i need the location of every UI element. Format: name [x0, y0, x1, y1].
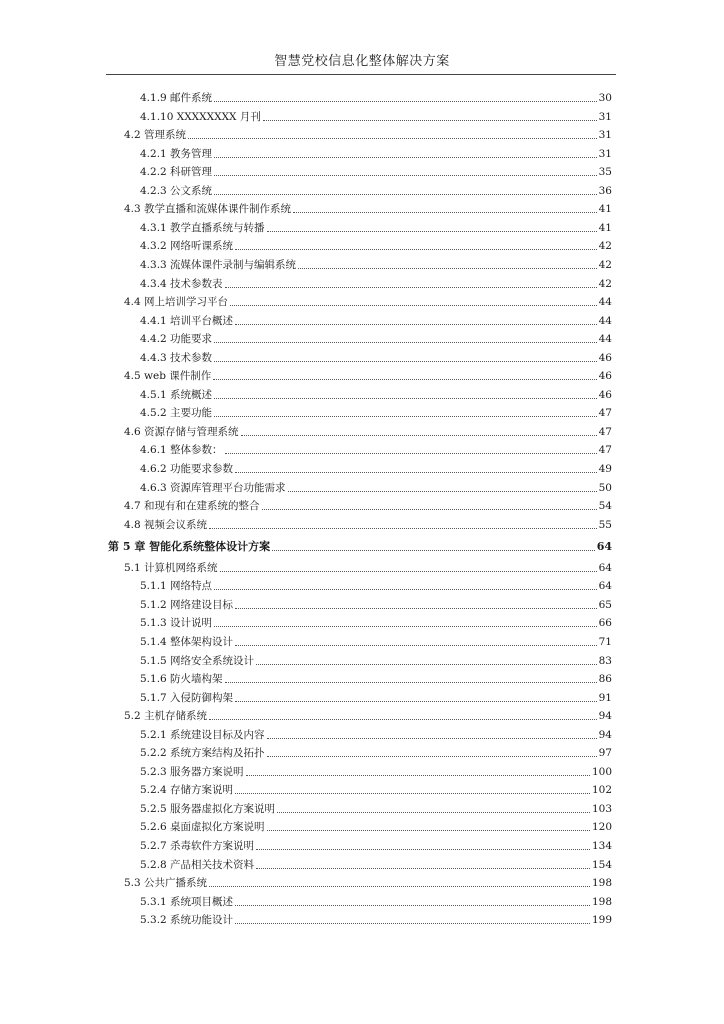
toc-entry[interactable]: [0, 421, 724, 439]
toc-entry[interactable]: [0, 310, 724, 328]
toc-entry[interactable]: [0, 477, 724, 495]
toc-entry[interactable]: [0, 705, 724, 723]
toc-page-number: 42: [598, 277, 612, 290]
toc-dot-leader: [214, 589, 597, 590]
toc-entry[interactable]: [0, 106, 724, 124]
toc-entry-title: 4.5 web 课件制作: [124, 370, 212, 383]
toc-page-number: 47: [598, 425, 612, 438]
toc-entry[interactable]: [0, 514, 724, 532]
toc-dot-leader: [235, 249, 597, 250]
toc-dot-leader: [262, 509, 597, 510]
toc-page-number: 64: [598, 561, 612, 574]
toc-entry-title: 4.1.9 邮件系统: [140, 92, 213, 104]
toc-dot-leader: [209, 719, 597, 720]
toc-entry-title: 4.6 资源存储与管理系统: [124, 425, 239, 438]
toc-dot-leader: [214, 194, 597, 195]
toc-page-number: 71: [598, 635, 612, 648]
toc-entry-title: 5.2.1 系统建设目标及内容: [140, 728, 265, 741]
toc-dot-leader: [235, 793, 590, 794]
toc-entry[interactable]: [0, 254, 724, 272]
toc-entry[interactable]: [0, 742, 724, 760]
toc-entry-title: 5.1.6 防火墙构架: [140, 673, 223, 686]
toc-dot-leader: [235, 608, 597, 609]
toc-entry[interactable]: [0, 594, 724, 612]
toc-entry[interactable]: [0, 835, 724, 853]
toc-page-number: 47: [598, 407, 612, 420]
toc-dot-leader: [214, 175, 597, 176]
toc-entry-title: 5.1.7 入侵防御构架: [140, 691, 234, 704]
toc-dot-leader: [267, 738, 597, 739]
toc-page-number: 36: [598, 184, 612, 197]
toc-entry-title: 5.1.4 整体架构设计: [140, 635, 234, 648]
toc-entry[interactable]: [0, 631, 724, 649]
toc-page-number: 102: [591, 784, 612, 797]
toc-entry[interactable]: [0, 816, 724, 834]
toc-entry-title: 4.2.3 公文系统: [140, 184, 213, 197]
toc-entry-title: 5.2.7 杀毒软件方案说明: [140, 840, 255, 852]
toc-dot-leader: [225, 453, 597, 454]
toc-page-number: 100: [591, 765, 612, 778]
toc-chapter-entry[interactable]: [0, 536, 724, 554]
toc-entry-title: 5.1 计算机网络系统: [124, 561, 218, 574]
toc-entry-title: 4.4.1 培训平台概述: [140, 314, 234, 327]
toc-entry-title: 4.4 网上培训学习平台: [124, 296, 229, 309]
toc-entry[interactable]: [0, 198, 724, 216]
toc-page-number: 31: [598, 147, 612, 160]
toc-page-number: 44: [598, 314, 612, 327]
toc-dot-leader: [235, 645, 597, 646]
toc-entry-title: 4.3.1 教学直播系统与转播: [140, 221, 265, 234]
toc-dot-leader: [235, 701, 597, 702]
toc-page-number: 103: [591, 802, 612, 815]
toc-entry[interactable]: [0, 495, 724, 513]
toc-page-number: 198: [591, 895, 612, 908]
toc-entry-title: 5.1.1 网络特点: [140, 580, 213, 593]
toc-page-number: 120: [591, 821, 612, 834]
toc-page-number: 44: [598, 333, 612, 346]
toc-entry-title: 5.2.6 桌面虚拟化方案说明: [140, 821, 265, 834]
toc-page-number: 91: [598, 691, 612, 704]
toc-page-number: 83: [598, 654, 612, 667]
toc-page-number: 42: [598, 258, 612, 271]
toc-dot-leader: [256, 849, 590, 850]
toc-entry-title: 4.5.2 主要功能: [140, 407, 213, 420]
toc-page-number: 64: [596, 540, 612, 554]
toc-page-number: 199: [591, 914, 612, 927]
toc-entry-title: 4.6.3 资源库管理平台功能需求: [140, 481, 286, 494]
toc-entry-title: 5.2.3 服务器方案说明: [140, 765, 244, 778]
toc-entry-title: 4.6.1 整体参数：: [140, 444, 223, 457]
toc-entry[interactable]: [0, 273, 724, 291]
toc-dot-leader: [235, 905, 590, 906]
toc-page-number: 30: [598, 92, 612, 104]
toc-entry-title: 4.3 教学直播和流媒体课件制作系统: [124, 203, 292, 216]
toc-dot-leader: [235, 472, 597, 473]
toc-page-number: 66: [598, 617, 612, 630]
toc-entry-title: 5.1.3 设计说明: [140, 617, 213, 630]
toc-dot-leader: [256, 868, 590, 869]
toc-entry-title: 4.7 和现有和在建系统的整合: [124, 500, 260, 513]
toc-dot-leader: [272, 550, 595, 551]
toc-entry[interactable]: [0, 124, 724, 142]
toc-entry[interactable]: [0, 798, 724, 816]
toc-dot-leader: [256, 664, 597, 665]
toc-entry[interactable]: [0, 761, 724, 779]
toc-page-number: 35: [598, 166, 612, 179]
toc-entry-title: 4.4.2 功能要求: [140, 333, 213, 346]
toc-page-number: 54: [598, 500, 612, 513]
toc-page-number: 41: [598, 203, 612, 216]
toc-entry[interactable]: [0, 612, 724, 630]
toc-dot-leader: [298, 268, 597, 269]
toc-entry-title: 5.2 主机存储系统: [124, 710, 208, 723]
toc-dot-leader: [267, 830, 590, 831]
toc-entry-title: 第 5 章 智能化系统整体设计方案: [108, 540, 271, 554]
toc-entry-title: 5.3.2 系统功能设计: [140, 914, 234, 927]
toc-entry-title: 4.5.1 系统概述: [140, 388, 213, 401]
page-header-title: 智慧党校信息化整体解决方案: [274, 54, 450, 69]
toc-entry[interactable]: [0, 143, 724, 161]
toc-entry[interactable]: [0, 365, 724, 383]
toc-entry[interactable]: [0, 687, 724, 705]
toc-entry-title: 5.2.5 服务器虚拟化方案说明: [140, 802, 276, 815]
toc-entry[interactable]: [0, 854, 724, 872]
toc-entry-title: 4.3.3 流媒体课件录制与编辑系统: [140, 258, 297, 271]
toc-entry[interactable]: [0, 161, 724, 179]
toc-dot-leader: [188, 138, 597, 139]
toc-page-number: 64: [598, 580, 612, 593]
toc-entry[interactable]: [0, 328, 724, 346]
toc-entry[interactable]: [0, 872, 724, 890]
toc-page-number: 46: [598, 370, 612, 383]
toc-entry[interactable]: [0, 439, 724, 457]
toc-entry-title: 5.1.2 网络建设目标: [140, 598, 234, 611]
toc-page-number: 154: [591, 858, 612, 871]
toc-entry[interactable]: [0, 87, 724, 105]
toc-dot-leader: [214, 361, 597, 362]
toc-page-number: 46: [598, 388, 612, 401]
toc-dot-leader: [214, 626, 597, 627]
toc-page-number: 198: [591, 877, 612, 890]
toc-dot-leader: [235, 923, 590, 924]
toc-entry[interactable]: [0, 891, 724, 909]
toc-dot-leader: [214, 101, 597, 102]
header-divider: [106, 74, 616, 75]
toc-entry-title: 5.3 公共广播系统: [124, 877, 208, 890]
toc-entry-title: 4.6.2 功能要求参数: [140, 463, 234, 475]
toc-entry[interactable]: [0, 347, 724, 365]
toc-dot-leader: [214, 416, 597, 417]
toc-page-number: 31: [598, 110, 612, 123]
toc-entry-title: 4.1.10 XXXXXXXX 月刊: [140, 110, 261, 123]
toc-dot-leader: [277, 812, 590, 813]
toc-page-number: 50: [598, 481, 612, 494]
toc-dot-leader: [225, 287, 597, 288]
toc-dot-leader: [220, 571, 597, 572]
toc-entry[interactable]: [0, 217, 724, 235]
toc-page-number: 46: [598, 351, 612, 364]
toc-dot-leader: [235, 324, 597, 325]
toc-dot-leader: [263, 120, 597, 121]
toc-page-number: 55: [598, 518, 612, 531]
toc-entry-title: 4.2.1 教务管理: [140, 147, 213, 160]
toc-entry[interactable]: [0, 724, 724, 742]
toc-entry-title: 5.1.5 网络安全系统设计: [140, 654, 255, 667]
toc-entry[interactable]: [0, 180, 724, 198]
toc-entry-title: 4.2 管理系统: [124, 129, 187, 142]
toc-dot-leader: [267, 756, 597, 757]
toc-entry-title: 4.2.2 科研管理: [140, 166, 213, 179]
toc-entry[interactable]: [0, 650, 724, 668]
toc-dot-leader: [214, 157, 597, 158]
toc-dot-leader: [213, 379, 596, 380]
toc-page-number: 94: [598, 710, 612, 723]
toc-dot-leader: [293, 212, 597, 213]
toc-entry[interactable]: [0, 909, 724, 927]
toc-entry[interactable]: [0, 235, 724, 253]
toc-dot-leader: [267, 231, 597, 232]
toc-dot-leader: [209, 528, 597, 529]
toc-page-number: 65: [598, 598, 612, 611]
toc-entry[interactable]: [0, 291, 724, 309]
toc-entry[interactable]: [0, 384, 724, 402]
toc-entry-title: 4.8 视频会议系统: [124, 518, 208, 531]
toc-entry[interactable]: [0, 668, 724, 686]
toc-dot-leader: [209, 886, 590, 887]
toc-entry-title: 5.3.1 系统项目概述: [140, 895, 234, 908]
toc-dot-leader: [214, 342, 597, 343]
toc-entry-title: 4.4.3 技术参数: [140, 351, 213, 364]
toc-page-number: 42: [598, 240, 612, 253]
toc-dot-leader: [246, 775, 590, 776]
toc-page-number: 134: [591, 840, 612, 852]
toc-page-number: 31: [598, 129, 612, 142]
toc-page-number: 97: [598, 747, 612, 760]
toc-entry-title: 5.2.4 存储方案说明: [140, 784, 234, 797]
toc-entry[interactable]: [0, 458, 724, 476]
toc-page-number: 44: [598, 296, 612, 309]
toc-entry[interactable]: [0, 779, 724, 797]
toc-entry-title: 4.3.4 技术参数表: [140, 277, 223, 290]
toc-page-number: 47: [598, 444, 612, 457]
toc-dot-leader: [241, 435, 597, 436]
toc-entry[interactable]: [0, 557, 724, 575]
toc-entry-title: 5.2.2 系统方案结构及拓扑: [140, 747, 265, 760]
toc-page-number: 86: [598, 673, 612, 686]
toc-page-number: 49: [598, 463, 612, 475]
toc-dot-leader: [230, 305, 597, 306]
toc-entry-title: 5.2.8 产品相关技术资料: [140, 858, 255, 871]
toc-dot-leader: [214, 398, 597, 399]
toc-dot-leader: [225, 682, 597, 683]
toc-entry-title: 4.3.2 网络听课系统: [140, 240, 234, 253]
toc-page-number: 41: [598, 221, 612, 234]
toc-entry[interactable]: [0, 575, 724, 593]
toc-page-number: 94: [598, 728, 612, 741]
toc-dot-leader: [288, 491, 597, 492]
toc-entry[interactable]: [0, 402, 724, 420]
